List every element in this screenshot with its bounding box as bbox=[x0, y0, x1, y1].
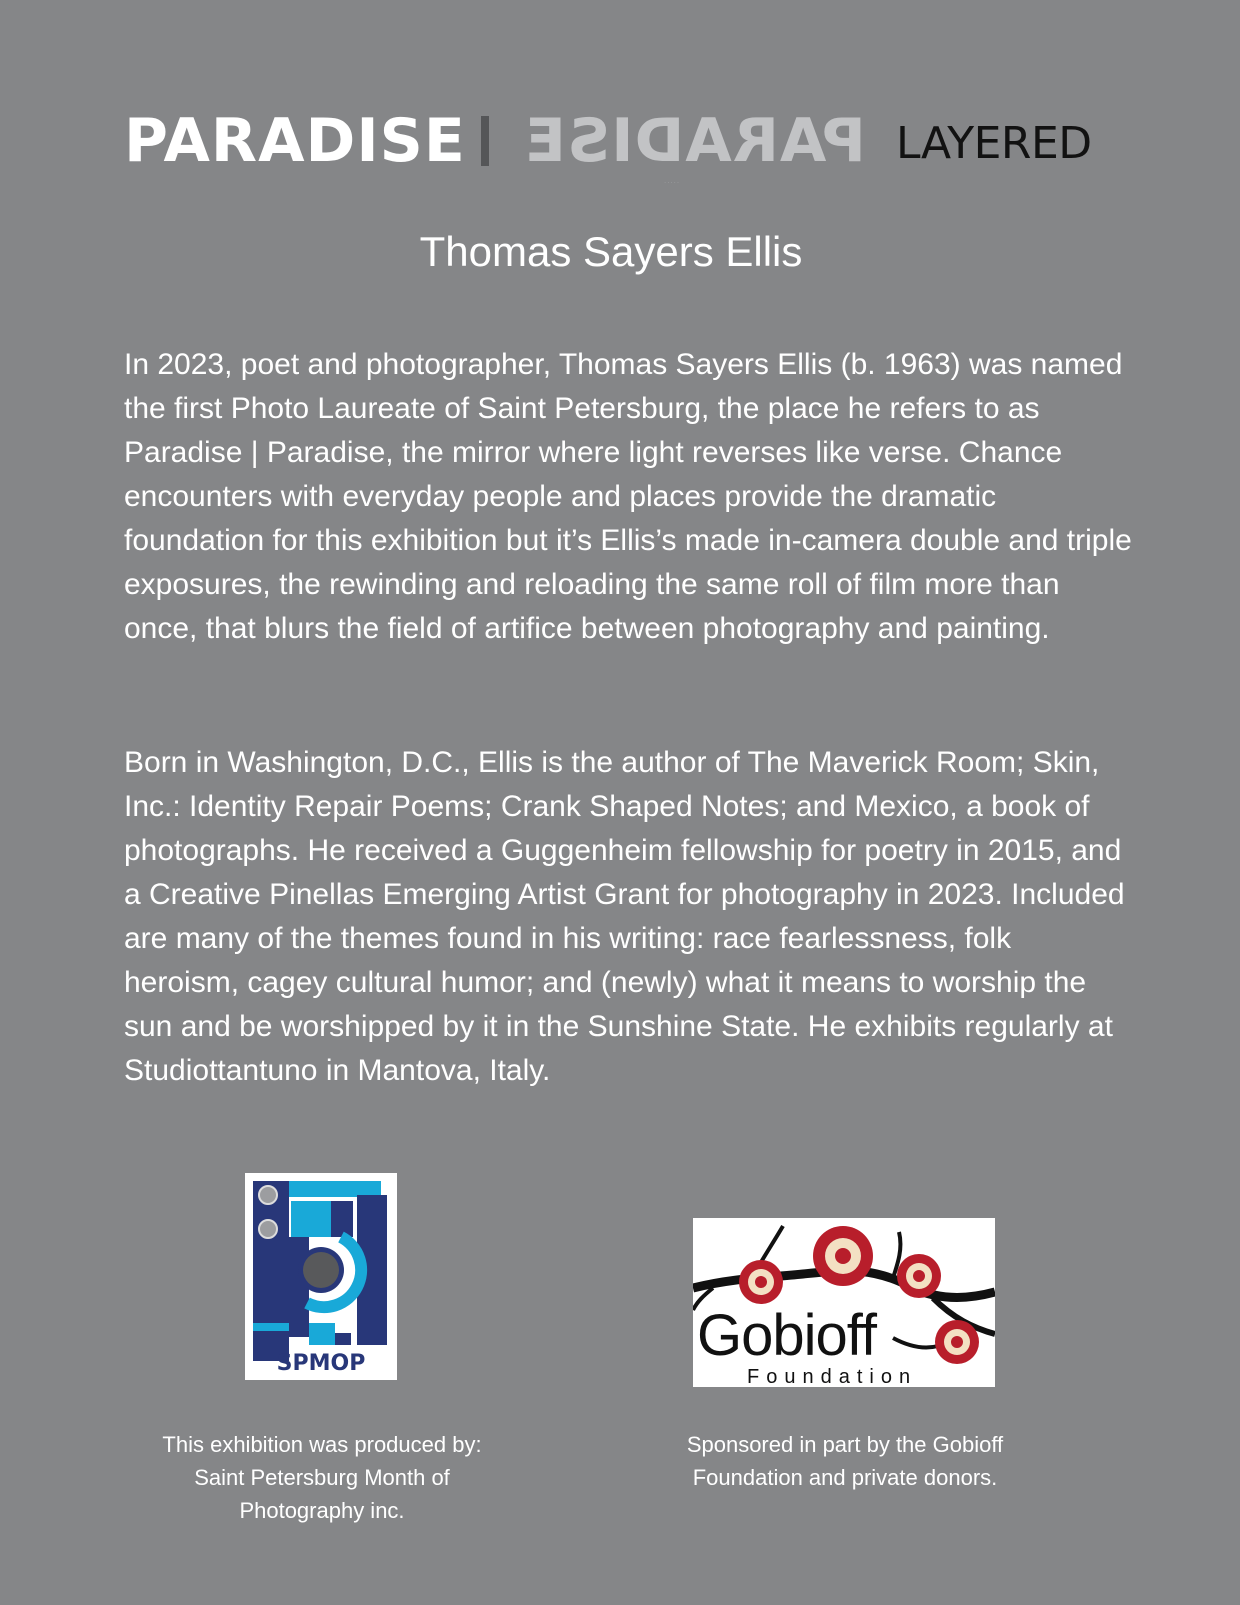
title-paradise-mirrored: PARADISE bbox=[524, 106, 866, 176]
title-paradise: PARADISE bbox=[124, 106, 466, 176]
artist-name: Thomas Sayers Ellis bbox=[419, 228, 803, 275]
title-layered: LAYERED bbox=[896, 118, 1092, 169]
producer-caption: This exhibition was produced by: Saint Petersburg Month of Photography inc. bbox=[162, 1432, 482, 1523]
spmop-logo-text: SPMOP bbox=[276, 1351, 366, 1376]
gobioff-foundation-logo bbox=[693, 1218, 995, 1387]
gobioff-logo-name: Gobioff bbox=[697, 1303, 876, 1368]
bio-paragraph-2: Born in Washington, D.C., Ellis is the author of The Maverick Room; Skin, Inc.: Identity Repair Poems; Crank Shaped Notes; and Mexico, a book of photographs. He received a Guggenheim fellowship for poetry in 2015, and a Creative Pinellas Emerging Artist Grant for photography in 2023. Included are many of the themes found in his writing: race fearlessness, folk heroism, cagey cultural humor; and (newly) what it means to worship the sun and be worshipped by it in the Sunshine State. He exhibits regularly at Studiottantuno in Mantova, Italy. bbox=[124, 746, 1125, 1087]
title-divider bbox=[481, 116, 489, 166]
title-dots: ..... bbox=[664, 176, 681, 185]
spmop-logo-graphic bbox=[245, 1173, 397, 1380]
exhibition-header bbox=[124, 102, 1124, 185]
gobioff-logo-sub: Foundation bbox=[747, 1366, 918, 1387]
spmop-logo bbox=[245, 1173, 397, 1380]
bio-paragraph-1: In 2023, poet and photographer, Thomas Sayers Ellis (b. 1963) was named the first Photo Laureate of Saint Petersburg, the place he refers to as Paradise | Paradise, the mirror where light reverses like verse. Chance encounters with everyday people and places provide the dramatic foundation for this exhibition but it’s Ellis’s made in-camera double and triple exposures, the rewinding and reloading the same roll of film more than once, that blurs the field of artifice between photography and painting. bbox=[124, 348, 1132, 645]
sponsor-caption: Sponsored in part by the Gobioff Foundation and private donors. bbox=[686, 1432, 1004, 1490]
